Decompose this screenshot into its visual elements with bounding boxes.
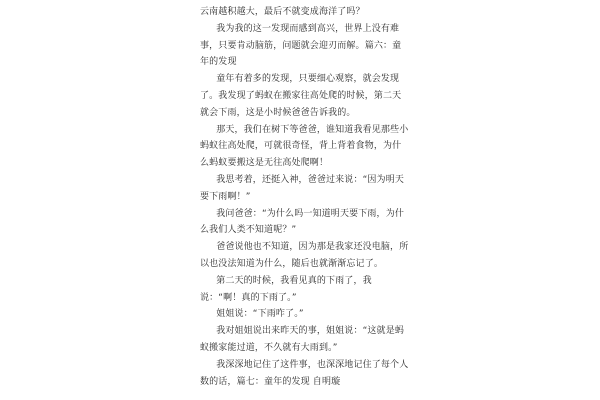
paragraph-8: 第二天的时候，我看见真的下雨了，我说：“啊！真的下雨了。” (200, 275, 372, 303)
paragraph-5: 我思考着，还挺入神，爸爸过来说：“因为明天要下雨啊！” (200, 174, 405, 202)
paragraph-1: 云南越积越大，最后不就变成海洋了吗？ (200, 7, 365, 17)
paragraph-7: 爸爸说他也不知道，因为那是我家还没电脑，所以也没法知道为什么，随后也就渐渐忘记了。 (200, 242, 409, 269)
paragraph-4: 那天，我们在树下等爸爸，谁知道我看见那些小蚂蚁往高处爬，可就很奇怪，背上背着食物，为什么蚂蚁要搬这是无往高处爬啊！ (200, 124, 409, 169)
paragraph-3: 童年有着多的发现，只要细心观察，就会发现了。我发现了蚂蚁在搬家往高处爬的时候，第二天就会下雨，这是小时候爸爸告诉我的。 (200, 74, 402, 118)
paragraph-11: 我深深地记住了这件事，也深深地记住了每个人数的话，篇七：童年的发现 自明璇 (200, 359, 409, 387)
document-text-column (200, 4, 410, 390)
paragraph-2: 我为我的这一发现而感到高兴，世界上没有难事，只要肯动脑筋，问题就会迎刃而解。篇六：童年的发现 (200, 23, 402, 68)
paragraph-10: 我对姐姐说出来昨天的事，姐姐说：“这就是蚂蚁搬家能过道，不久就有大雨到。” (200, 326, 405, 353)
paragraph-6: 我问爸爸：“为什么吗一知道明天要下雨，为什么我们人类不知道呢？” (200, 208, 405, 236)
paragraph-9: 姐姐说：“下雨咋了。” (216, 309, 304, 320)
